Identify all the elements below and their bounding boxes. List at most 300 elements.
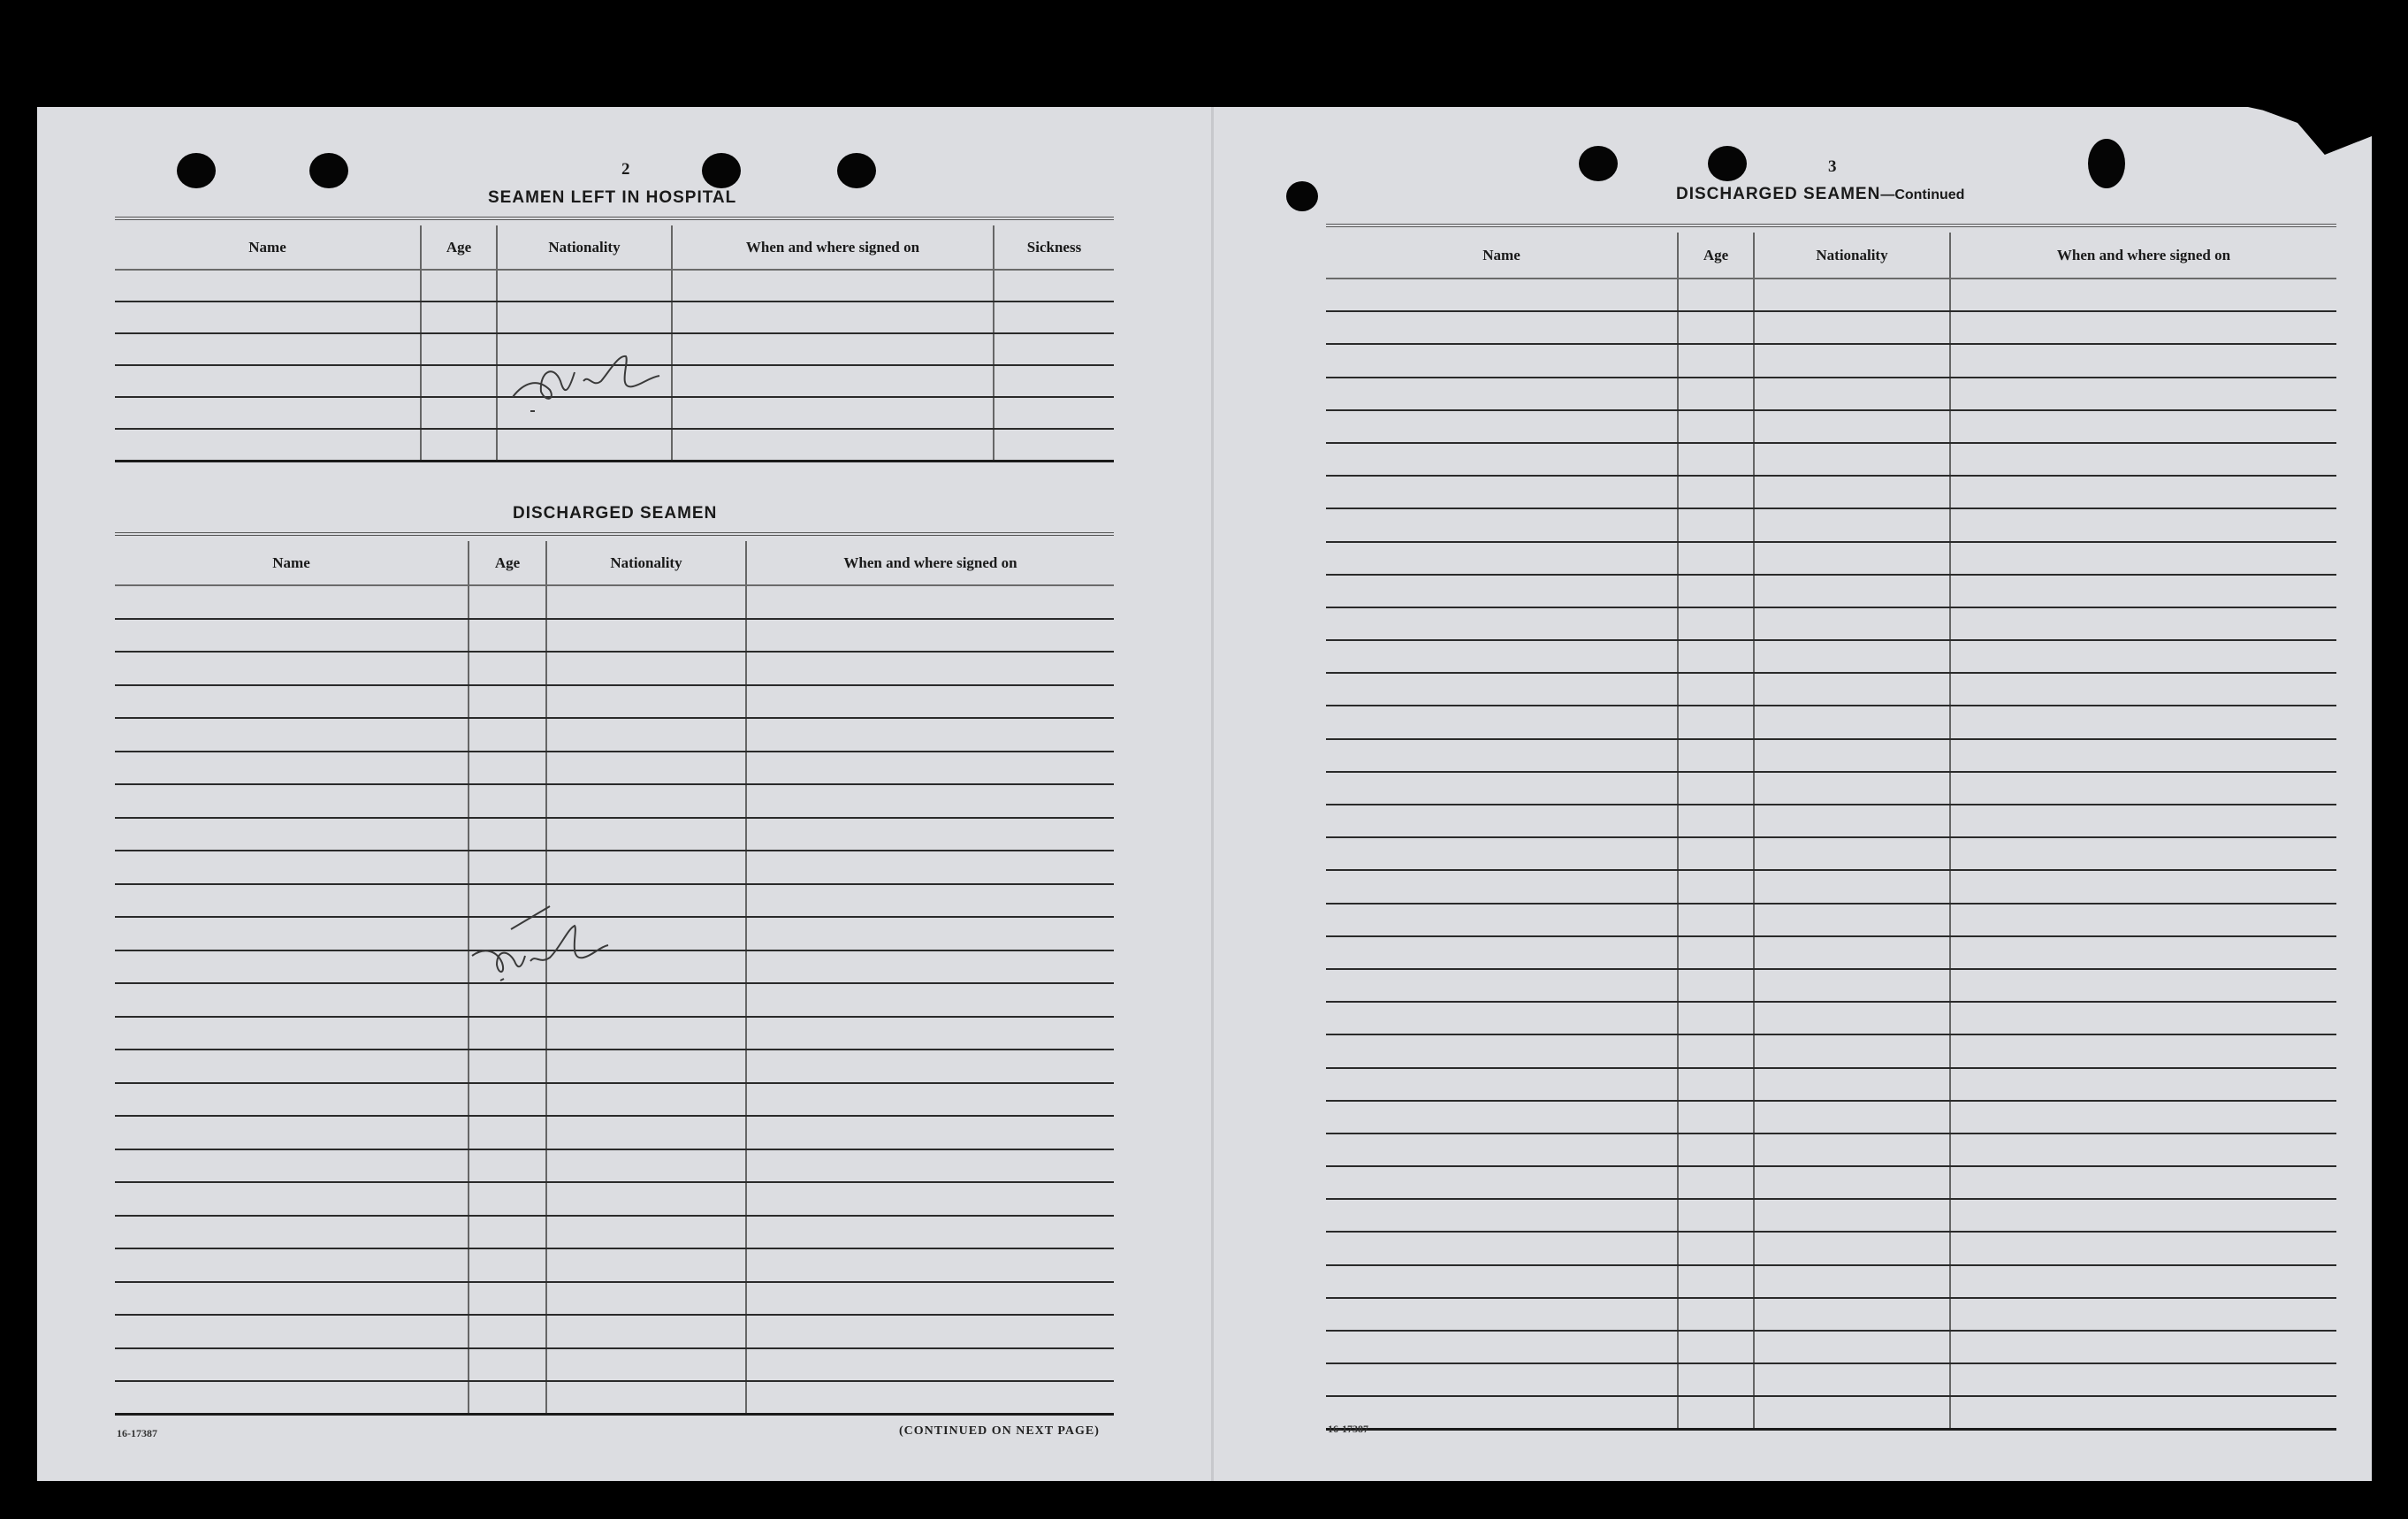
blank-cell: [1950, 1101, 2336, 1134]
blank-cell: [746, 818, 1114, 851]
blank-cell: [1754, 1068, 1950, 1101]
blank-cell: [672, 270, 994, 302]
blank-cell: [115, 884, 469, 918]
blank-cell: [115, 1116, 469, 1149]
blank-cell: [115, 784, 469, 818]
blank-cell: [497, 429, 672, 461]
blank-cell: [1754, 936, 1950, 969]
blank-cell: [1326, 739, 1678, 772]
blank-cell: [1754, 1199, 1950, 1232]
blank-cell: [1678, 870, 1754, 903]
blank-cell: [115, 1182, 469, 1216]
column-header-age: Age: [469, 541, 546, 585]
table-row: [1326, 542, 2336, 575]
blank-cell: [115, 429, 421, 461]
blank-cell: [672, 302, 994, 333]
table-row: [1326, 739, 2336, 772]
blank-cell: [1678, 1068, 1754, 1101]
blank-cell: [1678, 476, 1754, 508]
table-row: [1326, 344, 2336, 377]
blank-cell: [1950, 837, 2336, 870]
blank-cell: [1326, 936, 1678, 969]
blank-cell: [546, 1381, 746, 1415]
blank-cell: [1678, 1363, 1754, 1396]
blank-cell: [115, 718, 469, 752]
blank-cell: [1326, 378, 1678, 410]
blank-cell: [1326, 837, 1678, 870]
blank-cell: [115, 1315, 469, 1348]
blank-cell: [1950, 1232, 2336, 1264]
blank-cell: [746, 950, 1114, 984]
table-row: [1326, 607, 2336, 640]
blank-cell: [1678, 443, 1754, 476]
left-page: [37, 107, 1211, 1481]
blank-cell: [1950, 279, 2336, 311]
blank-cell: [115, 818, 469, 851]
table-row: [115, 1348, 1114, 1382]
blank-cell: [672, 365, 994, 397]
table-row: [1326, 805, 2336, 837]
continued-note: (CONTINUED ON NEXT PAGE): [899, 1424, 1100, 1438]
blank-cell: [1950, 1034, 2336, 1067]
blank-cell: [469, 1182, 546, 1216]
blank-cell: [1754, 1101, 1950, 1134]
blank-cell: [115, 1282, 469, 1316]
blank-cell: [469, 1149, 546, 1183]
ledger-sheet: [37, 107, 2372, 1481]
blank-cell: [1950, 969, 2336, 1002]
blank-cell: [746, 917, 1114, 950]
blank-cell: [546, 1116, 746, 1149]
blank-cell: [746, 851, 1114, 884]
blank-cell: [1950, 410, 2336, 443]
blank-cell: [1326, 870, 1678, 903]
table-row: [1326, 378, 2336, 410]
table-row: [1326, 443, 2336, 476]
blank-cell: [1754, 607, 1950, 640]
blank-cell: [1950, 673, 2336, 706]
section-title-hospital: SEAMEN LEFT IN HOSPITAL: [488, 188, 737, 207]
column-header-nationality: Nationality: [497, 225, 672, 270]
blank-cell: [546, 1149, 746, 1183]
blank-cell: [546, 1050, 746, 1083]
blank-cell: [115, 752, 469, 785]
blank-cell: [1678, 508, 1754, 541]
blank-cell: [546, 1216, 746, 1249]
blank-cell: [1950, 1166, 2336, 1199]
table-row: [115, 1116, 1114, 1149]
blank-cell: [115, 397, 421, 429]
blank-cell: [746, 1182, 1114, 1216]
blank-cell: [1950, 772, 2336, 805]
table-row: [115, 1248, 1114, 1282]
blank-cell: [1678, 1331, 1754, 1363]
blank-cell: [1326, 640, 1678, 673]
blank-cell: [546, 1182, 746, 1216]
table-row: [115, 652, 1114, 685]
blank-cell: [469, 718, 546, 752]
blank-cell: [994, 270, 1114, 302]
blank-cell: [1326, 904, 1678, 936]
blank-cell: [1678, 706, 1754, 738]
column-header-age: Age: [421, 225, 497, 270]
blank-cell: [1754, 508, 1950, 541]
form-code: 16-17387: [1328, 1423, 1368, 1435]
blank-cell: [1326, 575, 1678, 607]
blank-cell: [1754, 279, 1950, 311]
blank-cell: [1678, 1002, 1754, 1034]
blank-cell: [1678, 1166, 1754, 1199]
page-number: 2: [621, 160, 630, 179]
column-header-signed-on: When and where signed on: [672, 225, 994, 270]
blank-cell: [115, 1050, 469, 1083]
blank-cell: [115, 1149, 469, 1183]
blank-cell: [469, 619, 546, 653]
table-row: [1326, 1068, 2336, 1101]
blank-cell: [746, 752, 1114, 785]
blank-cell: [1950, 476, 2336, 508]
blank-cell: [115, 983, 469, 1017]
blank-cell: [1678, 378, 1754, 410]
blank-cell: [469, 1083, 546, 1117]
table-row: [115, 585, 1114, 619]
blank-cell: [746, 784, 1114, 818]
blank-cell: [1950, 904, 2336, 936]
column-header-signed-on: When and where signed on: [746, 541, 1114, 585]
table-row: [1326, 508, 2336, 541]
blank-cell: [746, 884, 1114, 918]
blank-cell: [994, 429, 1114, 461]
blank-cell: [1326, 1134, 1678, 1166]
column-header-age: Age: [1678, 233, 1754, 279]
blank-cell: [1754, 410, 1950, 443]
blank-cell: [746, 1381, 1114, 1415]
blank-cell: [746, 1017, 1114, 1050]
column-header-name: Name: [1326, 233, 1678, 279]
blank-cell: [1950, 1002, 2336, 1034]
column-header-signed-on: When and where signed on: [1950, 233, 2336, 279]
blank-cell: [115, 302, 421, 333]
blank-cell: [1326, 1363, 1678, 1396]
blank-cell: [1754, 1363, 1950, 1396]
blank-cell: [1678, 1265, 1754, 1298]
blank-cell: [1326, 969, 1678, 1002]
blank-cell: [546, 585, 746, 619]
table-row: [115, 1083, 1114, 1117]
blank-cell: [1678, 904, 1754, 936]
table-row: [1326, 1265, 2336, 1298]
blank-cell: [1754, 969, 1950, 1002]
blank-cell: [469, 752, 546, 785]
blank-cell: [1326, 344, 1678, 377]
blank-cell: [115, 585, 469, 619]
blank-cell: [115, 950, 469, 984]
blank-cell: [546, 685, 746, 719]
table-row: [115, 1216, 1114, 1249]
table-row: [1326, 904, 2336, 936]
blank-cell: [1678, 410, 1754, 443]
column-header-name: Name: [115, 541, 469, 585]
blank-cell: [1326, 772, 1678, 805]
blank-cell: [1754, 837, 1950, 870]
blank-cell: [1754, 805, 1950, 837]
blank-cell: [546, 1348, 746, 1382]
blank-cell: [1326, 673, 1678, 706]
blank-cell: [115, 1248, 469, 1282]
table-row: [1326, 279, 2336, 311]
blank-cell: [1754, 1002, 1950, 1034]
column-header-name: Name: [115, 225, 421, 270]
blank-cell: [1678, 969, 1754, 1002]
blank-cell: [1754, 640, 1950, 673]
blank-cell: [672, 333, 994, 365]
blank-cell: [746, 1248, 1114, 1282]
blank-cell: [1326, 508, 1678, 541]
blank-cell: [1678, 344, 1754, 377]
blank-cell: [1950, 1068, 2336, 1101]
table-row: [115, 1017, 1114, 1050]
blank-cell: [115, 270, 421, 302]
blank-cell: [746, 1282, 1114, 1316]
blank-cell: [1950, 706, 2336, 738]
blank-cell: [115, 333, 421, 365]
table-row: [1326, 772, 2336, 805]
blank-cell: [1326, 1166, 1678, 1199]
blank-cell: [1678, 1101, 1754, 1134]
blank-cell: [746, 585, 1114, 619]
blank-cell: [746, 718, 1114, 752]
table-row: [1326, 673, 2336, 706]
table-row: [1326, 575, 2336, 607]
blank-cell: [1326, 1331, 1678, 1363]
blank-cell: [1754, 739, 1950, 772]
blank-cell: [1754, 476, 1950, 508]
blank-cell: [546, 1315, 746, 1348]
blank-cell: [1950, 1134, 2336, 1166]
blank-cell: [1326, 1101, 1678, 1134]
blank-cell: [1754, 378, 1950, 410]
blank-cell: [1754, 311, 1950, 344]
table-row: [1326, 1002, 2336, 1034]
blank-cell: [1678, 772, 1754, 805]
right-page: [1211, 107, 2372, 1481]
blank-cell: [1754, 1331, 1950, 1363]
blank-cell: [115, 685, 469, 719]
blank-cell: [1678, 607, 1754, 640]
blank-cell: [1754, 904, 1950, 936]
blank-cell: [546, 1083, 746, 1117]
blank-cell: [1326, 1068, 1678, 1101]
blank-cell: [115, 619, 469, 653]
blank-cell: [746, 983, 1114, 1017]
blank-cell: [1950, 1265, 2336, 1298]
blank-cell: [1326, 1396, 1678, 1429]
blank-cell: [1326, 279, 1678, 311]
table-row: [115, 270, 1114, 302]
blank-cell: [115, 917, 469, 950]
blank-cell: [546, 752, 746, 785]
blank-cell: [1326, 706, 1678, 738]
blank-cell: [746, 1050, 1114, 1083]
blank-cell: [1950, 575, 2336, 607]
blank-cell: [1678, 575, 1754, 607]
blank-cell: [469, 585, 546, 619]
blank-cell: [746, 652, 1114, 685]
form-code: 16-17387: [117, 1427, 157, 1439]
page-number: 3: [1828, 157, 1837, 176]
blank-cell: [1678, 1298, 1754, 1331]
blank-cell: [1754, 772, 1950, 805]
blank-cell: [1754, 1134, 1950, 1166]
blank-cell: [546, 652, 746, 685]
blank-cell: [1950, 1363, 2336, 1396]
table-row: [115, 1182, 1114, 1216]
blank-cell: [746, 1083, 1114, 1117]
blank-cell: [1754, 673, 1950, 706]
table-row: [1326, 311, 2336, 344]
table-row: [1326, 1166, 2336, 1199]
blank-cell: [994, 365, 1114, 397]
table-row: [115, 619, 1114, 653]
table-row: [115, 685, 1114, 719]
blank-cell: [469, 1381, 546, 1415]
blank-cell: [1950, 1199, 2336, 1232]
blank-cell: [1326, 443, 1678, 476]
blank-cell: [469, 1282, 546, 1316]
blank-cell: [746, 685, 1114, 719]
blank-cell: [1754, 870, 1950, 903]
blank-cell: [115, 1216, 469, 1249]
table-row: [1326, 1199, 2336, 1232]
blank-cell: [469, 1248, 546, 1282]
blank-cell: [746, 1216, 1114, 1249]
column-header-nationality: Nationality: [1754, 233, 1950, 279]
blank-cell: [115, 1017, 469, 1050]
table-row: [1326, 1134, 2336, 1166]
blank-cell: [672, 397, 994, 429]
blank-cell: [115, 1348, 469, 1382]
blank-cell: [115, 652, 469, 685]
blank-cell: [1950, 1396, 2336, 1429]
blank-cell: [1326, 410, 1678, 443]
blank-cell: [1326, 542, 1678, 575]
table-row: [115, 718, 1114, 752]
blank-cell: [497, 270, 672, 302]
blank-cell: [1950, 378, 2336, 410]
blank-cell: [746, 619, 1114, 653]
blank-cell: [1678, 805, 1754, 837]
blank-cell: [1678, 837, 1754, 870]
section-title-discharged-continued: [1676, 185, 1964, 204]
blank-cell: [546, 1282, 746, 1316]
blank-cell: [1326, 1199, 1678, 1232]
blank-cell: [1326, 1265, 1678, 1298]
blank-cell: [1326, 476, 1678, 508]
section-rule: [115, 217, 1114, 220]
blank-cell: [421, 270, 497, 302]
blank-cell: [1326, 1002, 1678, 1034]
blank-cell: [1754, 1232, 1950, 1264]
blank-cell: [546, 818, 746, 851]
blank-cell: [1950, 311, 2336, 344]
table-row: [115, 818, 1114, 851]
blank-cell: [746, 1315, 1114, 1348]
table-row: [1326, 1396, 2336, 1429]
table-row: [1326, 1331, 2336, 1363]
blank-cell: [1950, 344, 2336, 377]
blank-cell: [469, 784, 546, 818]
blank-cell: [421, 429, 497, 461]
blank-cell: [1678, 640, 1754, 673]
blank-cell: [1754, 706, 1950, 738]
blank-cell: [1754, 1298, 1950, 1331]
table-row: [1326, 1232, 2336, 1264]
blank-cell: [1678, 1134, 1754, 1166]
blank-cell: [994, 397, 1114, 429]
blank-cell: [746, 1116, 1114, 1149]
blank-cell: [1754, 542, 1950, 575]
blank-cell: [546, 1248, 746, 1282]
table-row: [115, 1315, 1114, 1348]
blank-cell: [115, 851, 469, 884]
blank-cell: [1950, 542, 2336, 575]
blank-cell: [1326, 607, 1678, 640]
table-row: [1326, 1363, 2336, 1396]
blank-cell: [1754, 344, 1950, 377]
blank-cell: [469, 1348, 546, 1382]
table-row: [115, 1050, 1114, 1083]
blank-cell: [469, 685, 546, 719]
blank-cell: [1678, 673, 1754, 706]
section-title-discharged: DISCHARGED SEAMEN: [513, 504, 718, 523]
table-row: [1326, 1101, 2336, 1134]
blank-cell: [1326, 1034, 1678, 1067]
table-row: [1326, 936, 2336, 969]
blank-cell: [546, 784, 746, 818]
blank-cell: [1950, 607, 2336, 640]
blank-cell: [1678, 1396, 1754, 1429]
blank-cell: [1950, 1331, 2336, 1363]
blank-cell: [1950, 443, 2336, 476]
table-row: [1326, 1034, 2336, 1067]
blank-cell: [115, 365, 421, 397]
blank-cell: [115, 1083, 469, 1117]
blank-cell: [1678, 1034, 1754, 1067]
blank-cell: [672, 429, 994, 461]
blank-cell: [1326, 1298, 1678, 1331]
table-row: [1326, 410, 2336, 443]
blank-cell: [1678, 311, 1754, 344]
blank-cell: [469, 1315, 546, 1348]
table-row: [115, 1149, 1114, 1183]
section-title-text: DISCHARGED SEAMEN: [1676, 185, 1881, 203]
blank-cell: [469, 1017, 546, 1050]
handwritten-nil-mark: [426, 876, 638, 991]
table-row: [1326, 870, 2336, 903]
blank-cell: [1754, 1396, 1950, 1429]
table-row: [1326, 706, 2336, 738]
blank-cell: [1950, 739, 2336, 772]
blank-cell: [1326, 311, 1678, 344]
blank-cell: [469, 652, 546, 685]
table-row: [115, 784, 1114, 818]
column-header-sickness: Sickness: [994, 225, 1114, 270]
section-rule: [1326, 224, 2336, 227]
blank-cell: [994, 302, 1114, 333]
blank-cell: [1950, 805, 2336, 837]
blank-cell: [1678, 279, 1754, 311]
blank-cell: [469, 1116, 546, 1149]
